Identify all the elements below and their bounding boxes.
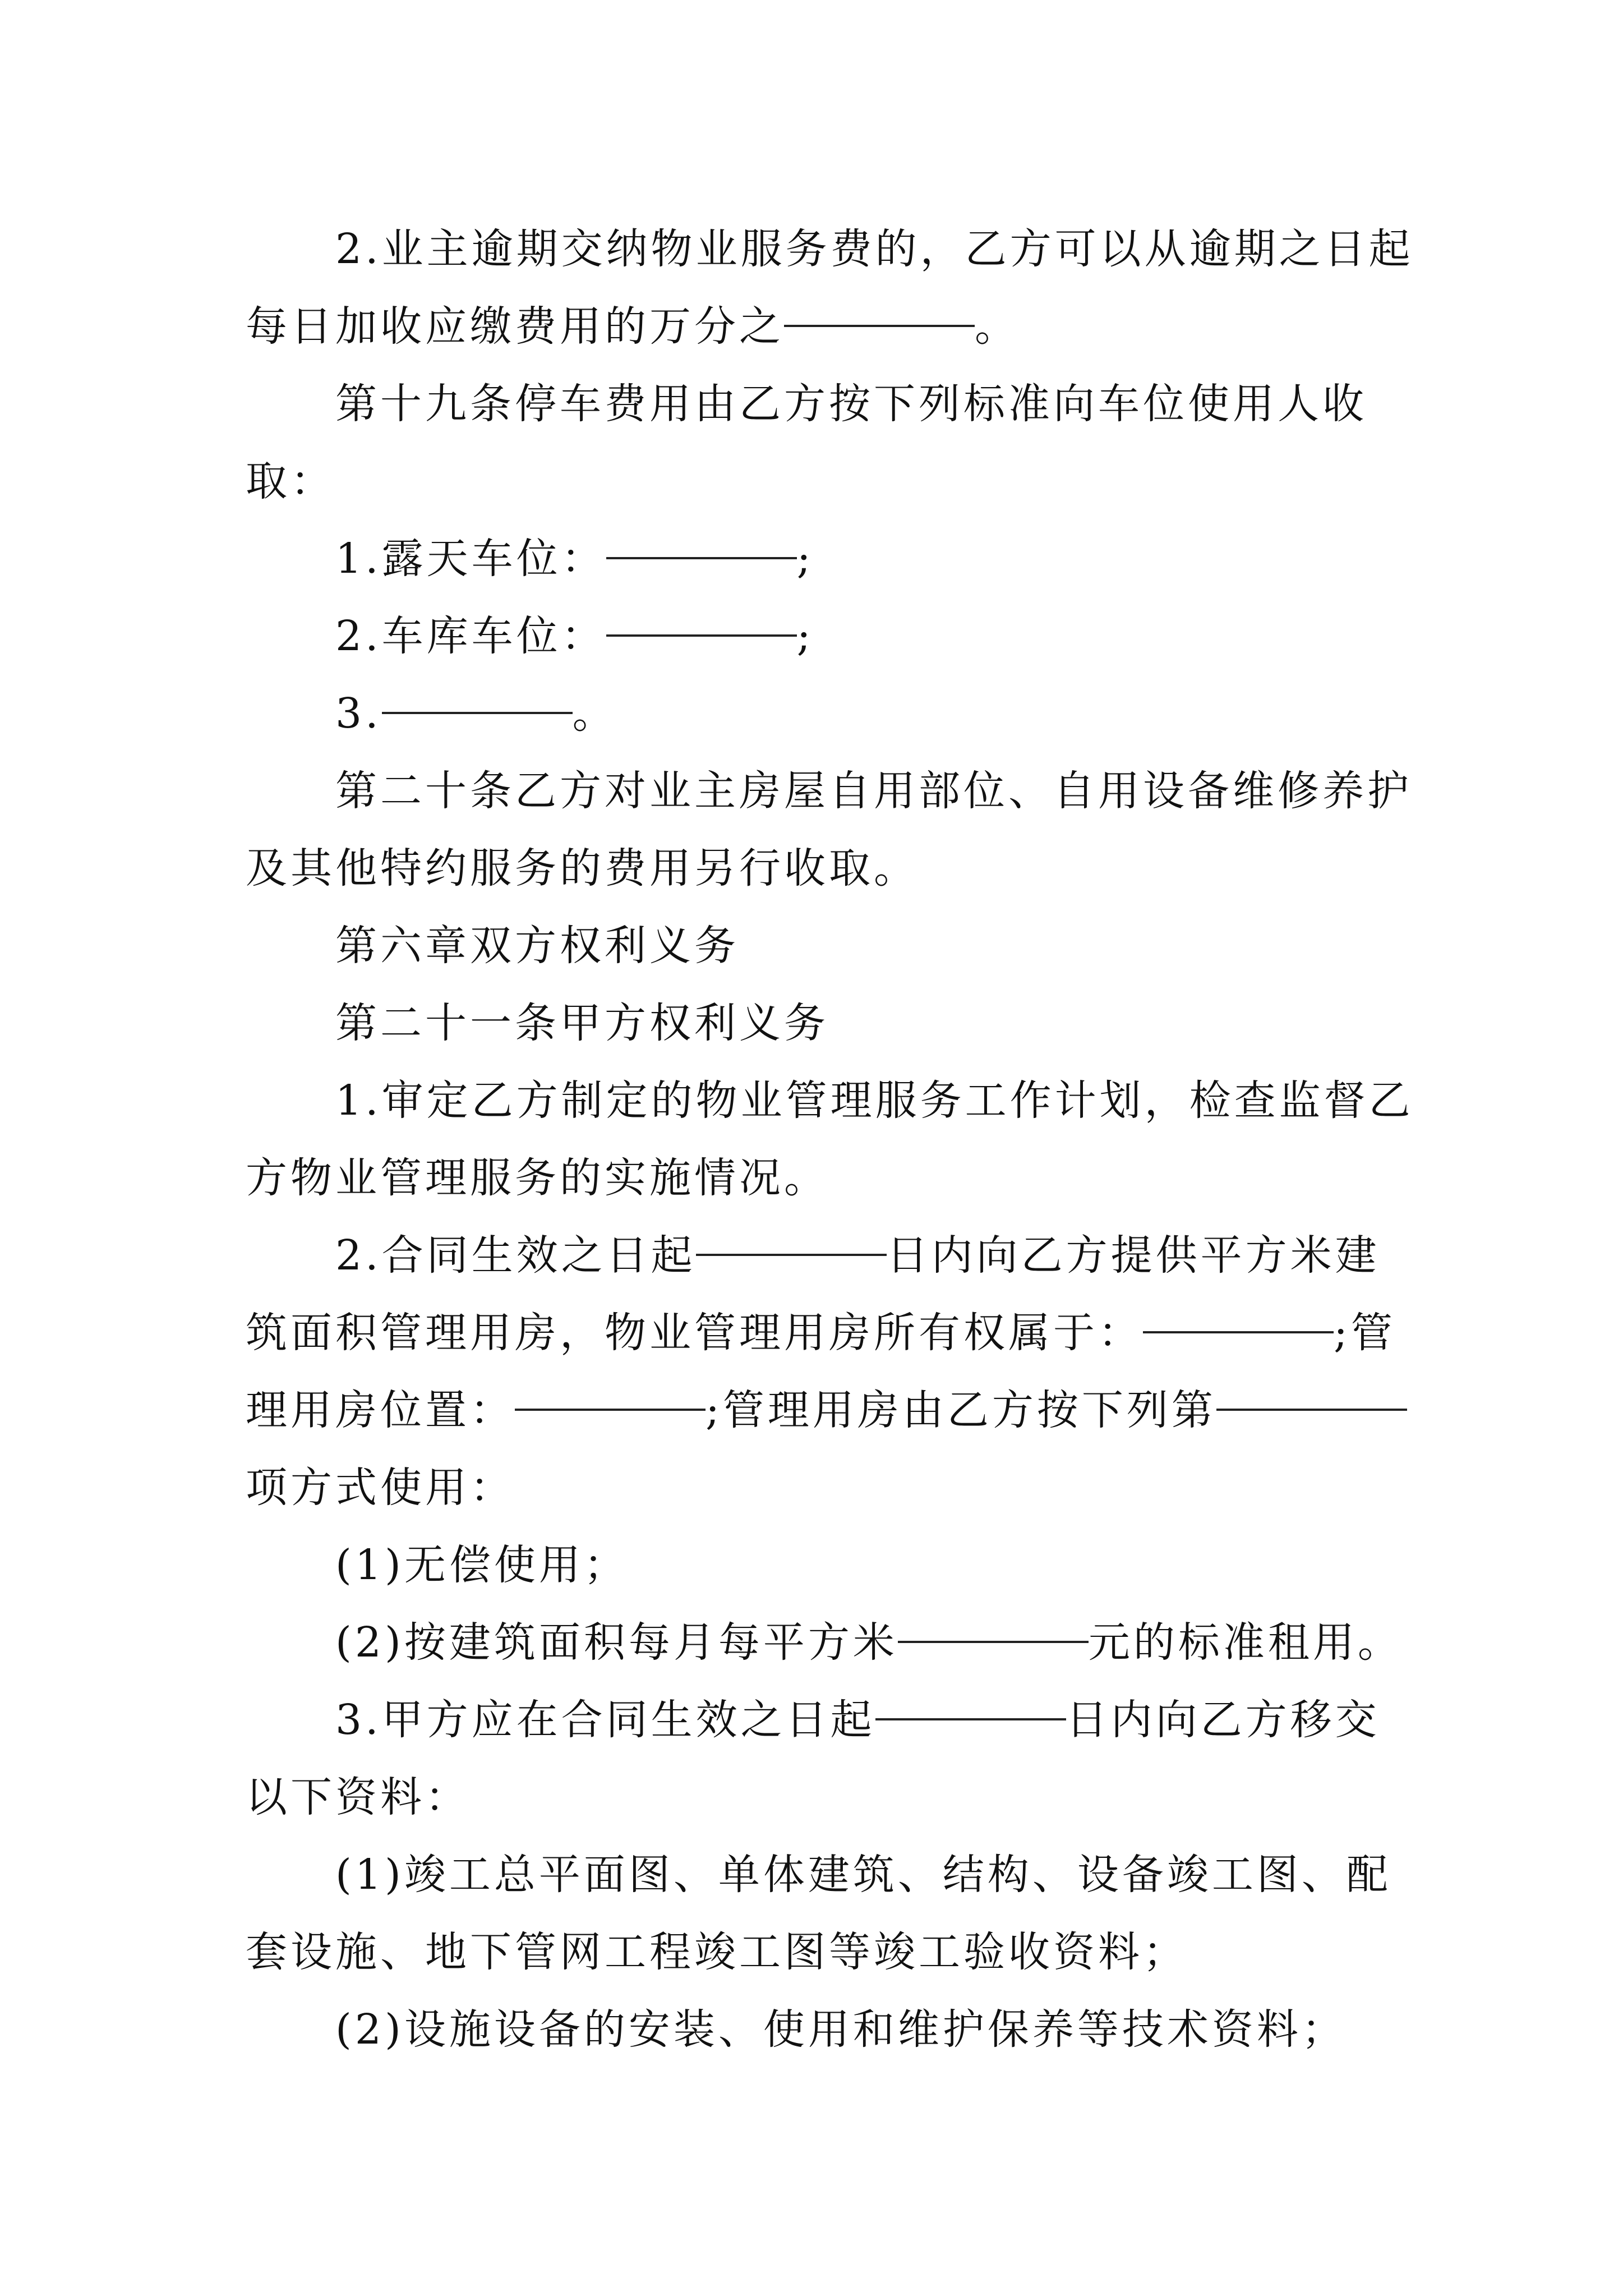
line-text: 项方式使用： bbox=[246, 1464, 515, 1512]
text-line bbox=[246, 1449, 1378, 1526]
line-text-after: ;管理用房由乙方按下列第 bbox=[706, 1386, 1216, 1434]
line-text: 2.车库车位： bbox=[335, 612, 606, 660]
text-line bbox=[246, 443, 1378, 520]
text-line bbox=[246, 1139, 1378, 1217]
text-line bbox=[246, 597, 1378, 675]
line-text: 以下资料： bbox=[246, 1773, 470, 1821]
line-text: 1.露天车位： bbox=[335, 535, 606, 583]
text-line bbox=[246, 1604, 1403, 1681]
line-text-after: ; bbox=[796, 535, 814, 583]
text-line bbox=[246, 984, 1378, 1062]
line-text-after: 。 bbox=[975, 302, 1020, 351]
fill-in-blank bbox=[898, 1640, 1089, 1643]
line-text: 取： bbox=[246, 457, 335, 505]
line-text: 方物业管理服务的实施情况。 bbox=[246, 1154, 829, 1202]
line-text: (2)设施设备的安装、使用和维护保养等技术资料； bbox=[335, 2005, 1347, 2054]
line-text: 及其他特约服务的费用另行收取。 bbox=[246, 844, 919, 892]
line-text-after: 日内向乙方提供平方米建 bbox=[886, 1231, 1380, 1280]
line-text: 套设施、地下管网工程竣工图等竣工验收资料； bbox=[246, 1928, 1188, 1976]
line-text: 3. bbox=[335, 689, 382, 738]
text-line bbox=[246, 830, 1378, 907]
line-text-after: ; bbox=[796, 612, 814, 660]
line-text: 理用房位置： bbox=[246, 1386, 515, 1434]
text-line bbox=[246, 520, 1378, 597]
fill-in-blank bbox=[875, 1718, 1066, 1720]
text-line bbox=[246, 1062, 1414, 1139]
text-line bbox=[246, 1913, 1378, 1991]
fill-in-blank bbox=[784, 324, 975, 327]
line-text: 每日加收应缴费用的万分之 bbox=[246, 302, 784, 351]
text-line bbox=[246, 1217, 1378, 1294]
line-text-after: ;管 bbox=[1334, 1309, 1396, 1357]
line-text: 第十九条停车费用由乙方按下列标准向车位使用人收 bbox=[335, 380, 1367, 428]
line-text: 第六章双方权利义务 bbox=[335, 922, 739, 970]
text-line bbox=[246, 1759, 1378, 1836]
text-line bbox=[246, 365, 1378, 443]
fill-in-blank bbox=[1216, 1408, 1407, 1411]
fill-in-blank bbox=[382, 711, 573, 714]
line-text-after: 元的标准租用。 bbox=[1088, 1618, 1403, 1667]
fill-in-blank bbox=[606, 556, 797, 559]
text-line bbox=[246, 1681, 1378, 1759]
line-text: 3.甲方应在合同生效之日起 bbox=[335, 1696, 875, 1744]
line-text: 1.审定乙方制定的物业管理服务工作计划，检查监督乙 bbox=[335, 1076, 1414, 1125]
text-line bbox=[246, 288, 1378, 365]
line-text: (1)竣工总平面图、单体建筑、结构、设备竣工图、配 bbox=[335, 1851, 1391, 1899]
fill-in-blank bbox=[515, 1408, 706, 1411]
text-line bbox=[246, 907, 1378, 984]
text-line bbox=[246, 1294, 1396, 1372]
text-line bbox=[246, 1836, 1391, 1913]
line-text: 2.合同生效之日起 bbox=[335, 1231, 696, 1280]
line-text: 筑面积管理用房，物业管理用房所有权属于： bbox=[246, 1309, 1143, 1357]
line-text-after: 日内向乙方移交 bbox=[1066, 1696, 1380, 1744]
text-line bbox=[246, 752, 1412, 830]
fill-in-blank bbox=[606, 634, 797, 637]
text-line bbox=[246, 1372, 1378, 1449]
text-line bbox=[246, 210, 1414, 288]
body-text bbox=[246, 210, 1414, 2068]
line-text: (1)无偿使用； bbox=[335, 1541, 629, 1589]
fill-in-blank bbox=[696, 1253, 887, 1256]
text-line bbox=[246, 675, 1378, 752]
fill-in-blank bbox=[1143, 1331, 1334, 1333]
line-text: (2)按建筑面积每月每平方米 bbox=[335, 1618, 898, 1667]
text-line bbox=[246, 1526, 1378, 1604]
line-text: 2.业主逾期交纳物业服务费的，乙方可以从逾期之日起 bbox=[335, 225, 1414, 273]
line-text: 第二十一条甲方权利义务 bbox=[335, 999, 829, 1047]
text-line bbox=[246, 1991, 1378, 2068]
line-text: 第二十条乙方对业主房屋自用部位、自用设备维修养护 bbox=[335, 767, 1412, 815]
line-text-after: 。 bbox=[572, 689, 617, 738]
